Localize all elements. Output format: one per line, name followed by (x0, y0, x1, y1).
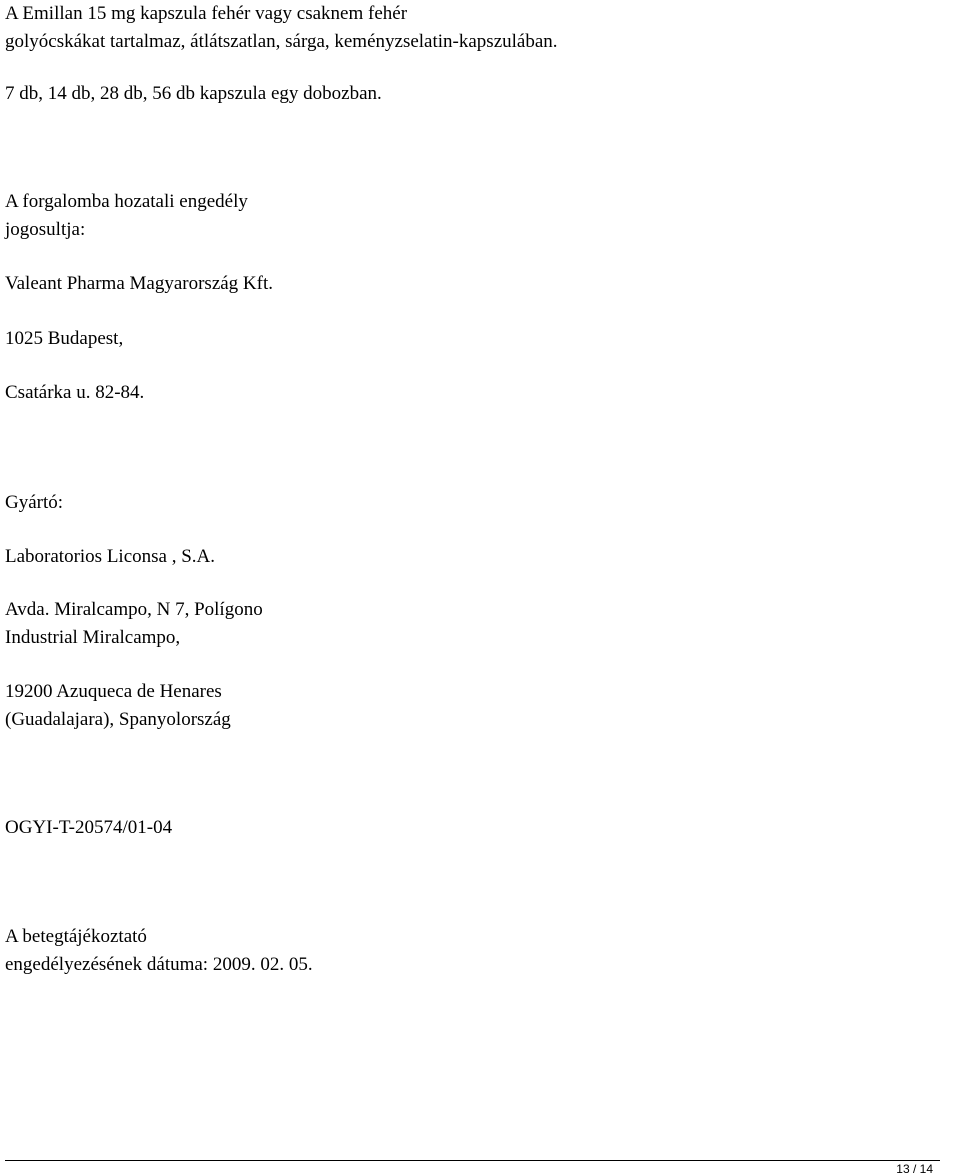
manufacturer-address-line-2: Industrial Miralcampo, (5, 627, 181, 648)
manufacturer-city-line-1: 19200 Azuqueca de Henares (5, 681, 222, 702)
capsule-description-line-2: golyócskákat tartalmaz, átlátszatlan, sárga, keményzselatin-kapszulában. (5, 31, 558, 52)
footer-divider (5, 1160, 940, 1161)
holder-label-line-1: A forgalomba hozatali engedély (5, 191, 248, 212)
approval-line-1: A betegtájékoztató (5, 926, 147, 947)
registration-number: OGYI-T-20574/01-04 (5, 817, 173, 838)
pack-sizes: 7 db, 14 db, 28 db, 56 db kapszula egy dobozban. (5, 83, 382, 104)
page-number: 13 / 14 (896, 1162, 933, 1176)
manufacturer-label: Gyártó: (5, 492, 64, 513)
holder-street: Csatárka u. 82-84. (5, 382, 145, 403)
approval-line-2: engedélyezésének dátuma: 2009. 02. 05. (5, 954, 313, 975)
manufacturer-company: Laboratorios Liconsa , S.A. (5, 546, 216, 567)
holder-city: 1025 Budapest, (5, 328, 124, 349)
manufacturer-address-line-1: Avda. Miralcampo, N 7, Polígono (5, 599, 263, 620)
capsule-description-line-1: A Emillan 15 mg kapszula fehér vagy csaknem fehér (5, 3, 408, 24)
holder-label-line-2: jogosultja: (5, 219, 86, 240)
manufacturer-city-line-2: (Guadalajara), Spanyolország (5, 709, 231, 730)
holder-company: Valeant Pharma Magyarország Kft. (5, 273, 274, 294)
